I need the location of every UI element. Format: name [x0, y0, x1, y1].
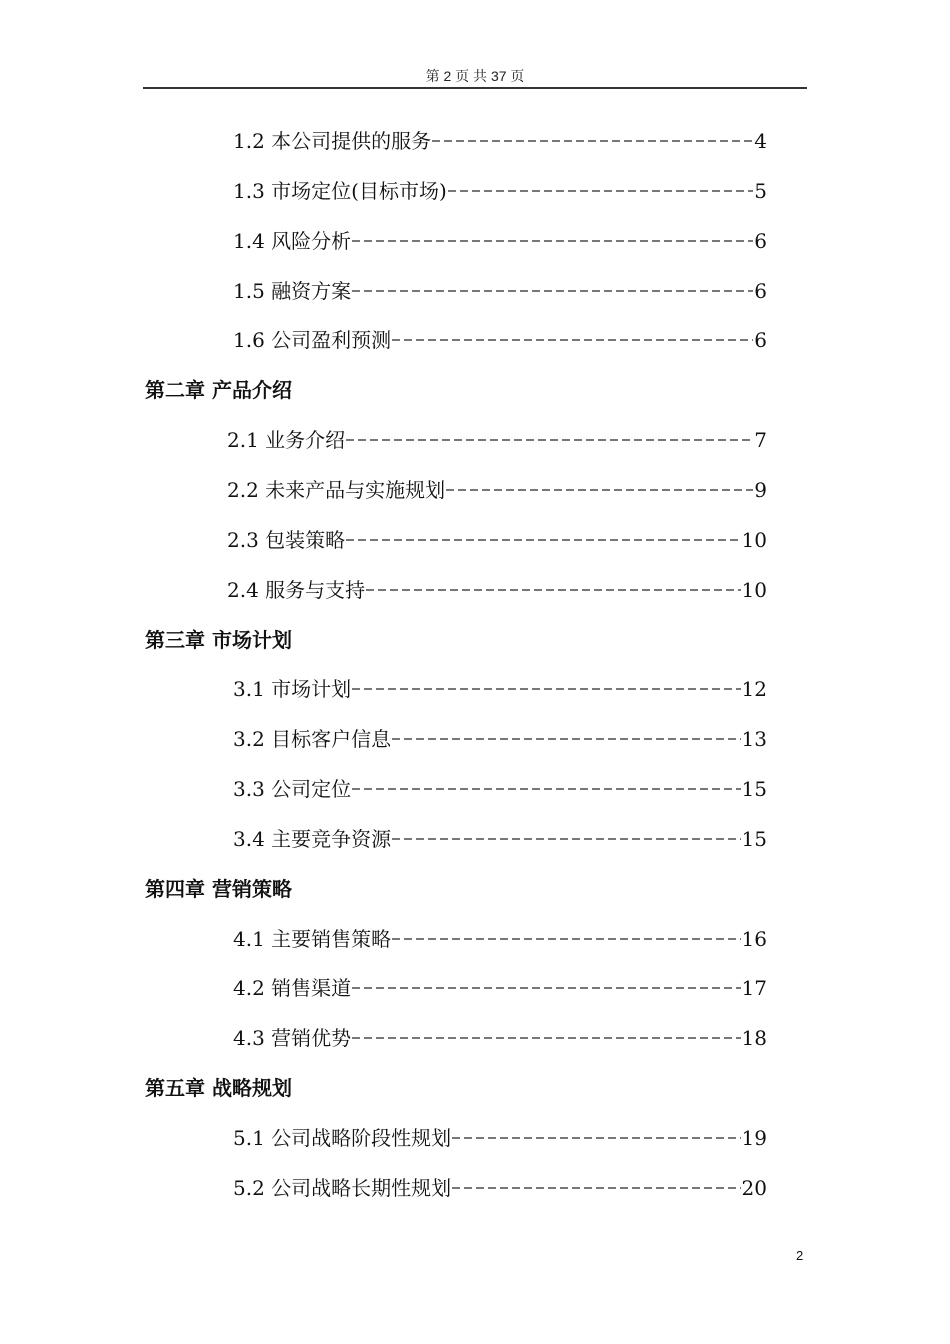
toc-entry[interactable] — [233, 325, 767, 355]
toc-entry-label: 5.1 公司战略阶段性规划 — [233, 1126, 452, 1150]
toc-entry-page: 7 — [754, 428, 767, 453]
toc-entry-label: 4.1 主要销售策略 — [233, 926, 392, 951]
dot-leader — [392, 738, 740, 740]
toc-entry-page: 16 — [741, 926, 767, 951]
toc-entry-label: 4.3 营销优势 — [233, 1026, 352, 1051]
dot-leader — [452, 1187, 740, 1189]
toc-entry[interactable] — [227, 425, 767, 455]
toc-entry-label: 1.4 风险分析 — [233, 228, 352, 253]
dot-leader — [392, 938, 740, 940]
toc-entry-label: 1.2 本公司提供的服务 — [233, 129, 432, 153]
dot-leader — [452, 1137, 740, 1139]
toc-entry[interactable] — [233, 1123, 767, 1153]
dot-leader — [352, 240, 753, 242]
toc-entry-label: 2.2 未来产品与实施规划 — [227, 477, 446, 502]
page-header: 第 2 页 共 37 页 — [425, 68, 525, 84]
toc-entry[interactable] — [233, 176, 767, 206]
dot-leader — [392, 838, 740, 840]
toc-entry[interactable] — [227, 475, 767, 505]
dot-leader — [346, 539, 740, 541]
dot-leader — [352, 987, 740, 989]
toc-entry-label: 2.4 服务与支持 — [227, 577, 366, 602]
toc-entry-label: 1.5 融资方案 — [233, 278, 352, 303]
toc-entry-page: 12 — [741, 677, 767, 702]
toc-entry-page: 18 — [741, 1026, 767, 1051]
toc-entry-page: 4 — [754, 129, 767, 153]
toc-entry-page: 6 — [754, 328, 767, 353]
toc-entry-page: 6 — [754, 228, 767, 253]
toc-entry[interactable] — [233, 924, 767, 954]
toc-entry-page: 15 — [741, 826, 767, 851]
toc-entry[interactable] — [233, 824, 767, 854]
toc-chapter-heading[interactable]: 第二章 产品介绍 — [145, 378, 292, 403]
dot-leader — [352, 788, 740, 790]
dot-leader — [392, 339, 753, 341]
toc-entry-page: 20 — [741, 1175, 767, 1200]
dot-leader — [352, 1037, 740, 1039]
toc-chapter-heading[interactable]: 第五章 战略规划 — [145, 1076, 292, 1101]
toc-entry-page: 6 — [754, 278, 767, 303]
toc-entry-page: 13 — [741, 727, 767, 752]
toc-entry[interactable] — [233, 674, 767, 704]
toc-entry[interactable] — [233, 973, 767, 1003]
toc-entry[interactable] — [233, 724, 767, 754]
toc-entry-label: 3.1 市场计划 — [233, 677, 352, 702]
dot-leader — [366, 589, 740, 591]
toc-entry-page: 10 — [741, 577, 767, 602]
toc-entry[interactable] — [233, 126, 767, 156]
toc-entry-label: 3.2 目标客户信息 — [233, 727, 392, 752]
toc-chapter-heading[interactable]: 第三章 市场计划 — [145, 627, 292, 652]
toc-entry-label: 3.4 主要竞争资源 — [233, 826, 392, 851]
toc-entry-label: 2.1 业务介绍 — [227, 428, 346, 453]
toc-entry-label: 1.6 公司盈利预测 — [233, 328, 392, 353]
toc-entry-label: 4.2 销售渠道 — [233, 976, 352, 1001]
toc-entry-page: 5 — [754, 178, 767, 203]
header-divider — [143, 87, 807, 89]
toc-entry-page: 10 — [741, 527, 767, 552]
toc-entry[interactable] — [233, 1023, 767, 1053]
page-number: 2 — [796, 1248, 804, 1263]
dot-leader — [346, 439, 753, 441]
toc-entry-label: 3.3 公司定位 — [233, 777, 352, 802]
toc-entry-label: 1.3 市场定位(目标市场) — [233, 178, 447, 203]
toc-entry[interactable] — [233, 276, 767, 306]
toc-entry[interactable] — [233, 774, 767, 804]
toc-chapter-heading[interactable]: 第四章 营销策略 — [145, 876, 292, 901]
toc-entry[interactable] — [233, 226, 767, 256]
toc-entry-label: 5.2 公司战略长期性规划 — [233, 1175, 452, 1200]
dot-leader — [352, 688, 740, 690]
dot-leader — [446, 489, 753, 491]
dot-leader — [432, 140, 753, 142]
dot-leader — [448, 190, 753, 192]
toc-entry-page: 17 — [741, 976, 767, 1001]
toc-entry[interactable] — [227, 525, 767, 555]
toc-entry-page: 9 — [754, 477, 767, 502]
dot-leader — [352, 290, 753, 292]
toc-entry[interactable] — [233, 1173, 767, 1203]
toc-entry-page: 19 — [741, 1126, 767, 1150]
toc-entry-label: 2.3 包装策略 — [227, 527, 346, 552]
toc-entry[interactable] — [227, 575, 767, 605]
toc-entry-page: 15 — [741, 777, 767, 802]
